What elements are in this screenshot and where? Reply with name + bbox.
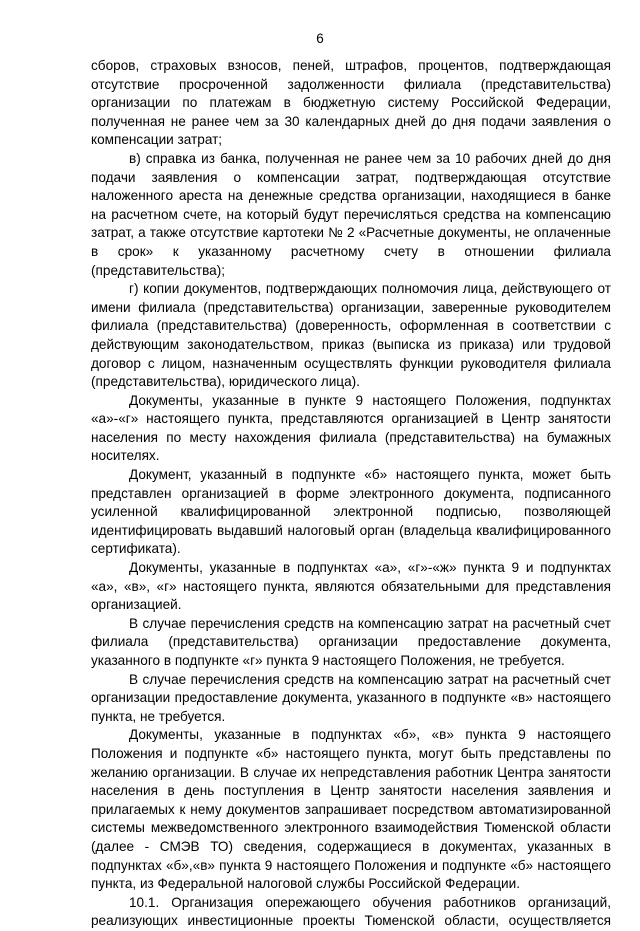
paragraph-documents-submission: Документы, указанные в пункте 9 настоящего Положения, подпунктах «а»-«г» настоящего пункта, представляются организацией в Центр занятости населения по месту нахождения филиала (представительства) на бумажных носителях. [91, 392, 611, 464]
paragraph-subitem-v: в) справка из банка, полученная не ранее чем за 10 рабочих дней до дня подачи заявления о компенсации затрат, подтверждающая отсутствие наложенного ареста на денежные средства организации, находящиеся в банке на расчетном счете, на который будут перечисляться средства на компенсацию затрат, а также отсутствие картотеки № 2 «Расчетные документы, не оплаченные в срок» к указанному расчетному счету в отношении филиала (представительства); [91, 150, 611, 278]
paragraph-mandatory-documents: Документы, указанные в подпунктах «а», «г»-«ж» пункта 9 и подпунктах «а», «в», «г» настоящего пункта, являются обязательными для представления организацией. [91, 560, 611, 613]
paragraph-optional-documents: Документы, указанные в подпунктах «б», «в» пункта 9 настоящего Положения и подпункте «б» настоящего пункта, могут быть представлены по желанию организации. В случае их непредставления работник Центра занятости населения в день поступления в Центр занятости населения заявления и прилагаемых к нему документов запрашивает посредством автоматизированной системы межведомственного электронного взаимодействия Тюменской области (далее - СМЭВ ТО) сведения, содержащиеся в документах, указанных в подпунктах «б»,«в» пункта 9 настоящего Положения и подпункте «б» настоящего пункта, из Федеральной налоговой службы Российской Федерации. [91, 727, 611, 892]
paragraph-continuation: сборов, страховых взносов, пеней, штрафов, процентов, подтверждающая отсутствие просроченной задолженности филиала (представительства) организации по платежам в бюджетную систему Российской Федерации, полученная не ранее чем за 30 календарных дней до дня подачи заявления о компенсации затрат; [91, 58, 611, 148]
document-body [91, 57, 611, 931]
page-number: 6 [316, 31, 324, 46]
paragraph-subitem-g: г) копии документов, подтверждающих полномочия лица, действующего от имени филиала (представительства) организации, заверенные руководителем филиала (представительства) (доверенность, оформленная в соответствии с действующим законодательством, приказ (выписка из приказа) или трудовой договор с лицом, назначенным осуществлять функции руководителя филиала (представительства), юридического лица). [91, 281, 611, 390]
paragraph-electronic-document: Документ, указанный в подпункте «б» настоящего пункта, может быть представлен организацией в форме электронного документа, подписанного усиленной квалифицированной электронной подписью, позволяющей идентифицировать выдавший налоговый орган (владельца квалифицированного сертификата). [91, 467, 611, 557]
paragraph-branch-account: В случае перечисления средств на компенсацию затрат на расчетный счет филиала (представительства) организации предоставление документа, указанного в подпункте «г» пункта 9 настоящего Положения, не требуется. [91, 615, 611, 668]
paragraph-organization-account: В случае перечисления средств на компенсацию затрат на расчетный счет организации предоставление документа, указанного в подпункте «в» настоящего пункта, не требуется. [91, 671, 611, 724]
paragraph-section-10-1: 10.1. Организация опережающего обучения работников организаций, реализующих инвестиционные проекты Тюменской области, осуществляется [91, 894, 611, 929]
